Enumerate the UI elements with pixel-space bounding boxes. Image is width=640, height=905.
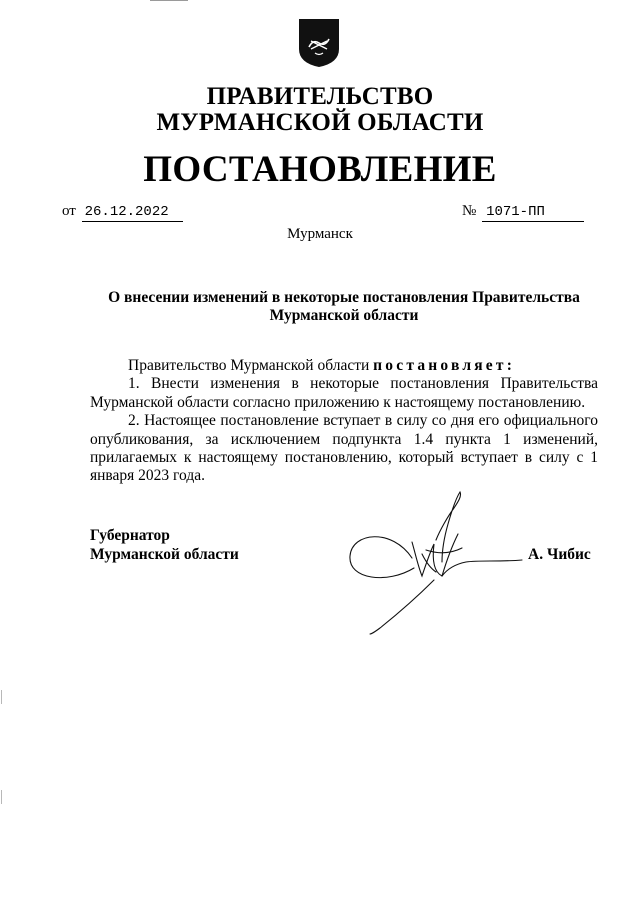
organization-name-line2: МУРМАНСКОЙ ОБЛАСТИ	[156, 109, 484, 136]
document-city: Мурманск	[287, 226, 353, 242]
date-label: от	[62, 203, 76, 219]
number-value: 1071-ПП	[482, 203, 584, 222]
document-type: ПОСТАНОВЛЕНИЕ	[143, 149, 497, 190]
document-date	[62, 202, 183, 222]
document-body	[90, 357, 598, 486]
subject-line2: Мурманской области	[269, 307, 419, 324]
date-value: 26.12.2022	[82, 203, 183, 222]
coat-of-arms-icon	[297, 17, 341, 69]
scan-edge-mark	[1, 790, 2, 804]
subject-line1: О внесении изменений в некоторые постановления Правительства	[108, 289, 580, 306]
document-subject	[90, 289, 598, 325]
signer-name: А. Чибис	[528, 546, 591, 563]
clause-2: 2. Настоящее постановление вступает в силу со дня его официального опубликования, за исключением подпункта 1.4 пункта 1 изменений, прилагаемых к настоящему постановлению, который вступает в силу с 1 января 2023 года.	[90, 412, 598, 485]
signer-title-line1: Губернатор	[90, 527, 170, 544]
signer-title-line2: Мурманской области	[90, 545, 239, 563]
organization-name-line1: ПРАВИТЕЛЬСТВО	[206, 83, 434, 110]
preamble-verb: постановляет:	[373, 357, 516, 374]
clause-1: 1. Внести изменения в некоторые постановления Правительства Мурманской области согласно приложению к настоящему постановлению.	[90, 375, 598, 411]
handwritten-signature	[330, 480, 540, 635]
number-label: №	[462, 203, 477, 219]
signer-title	[90, 527, 239, 564]
organization-name	[0, 84, 640, 136]
scan-edge-mark	[1, 690, 2, 704]
preamble-text: Правительство Мурманской области	[128, 357, 374, 374]
scan-artifact-line	[150, 0, 188, 1]
document-number	[462, 202, 584, 222]
preamble	[90, 357, 598, 375]
